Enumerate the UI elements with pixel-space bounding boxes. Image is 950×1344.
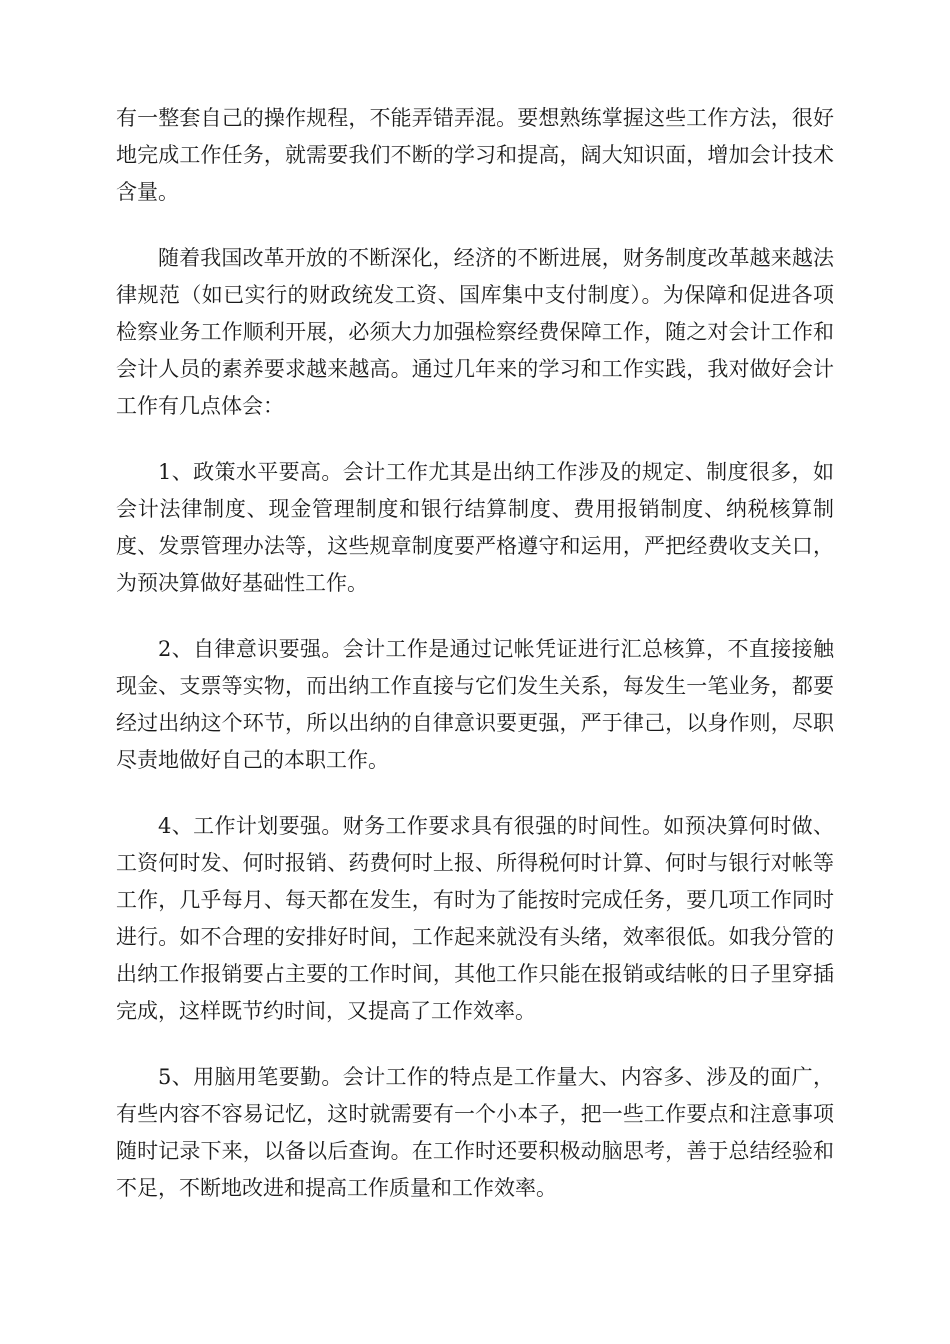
paragraph-point-self-discipline: 2、自律意识要强。会计工作是通过记帐凭证进行汇总核算，不直接接触现金、支票等实物，而出纳工作直接与它们发生关系，每发生一笔业务，都要经过出纳这个环节，所以出纳的自律意识要更强，严于律己，以身作则，尽职尽责地做好自己的本职工作。 <box>116 637 834 772</box>
paragraph-point-diligence: 5、用脑用笔要勤。会计工作的特点是工作量大、内容多、涉及的面广，有些内容不容易记忆，这时就需要有一个小本子，把一些工作要点和注意事项随时记录下来，以备以后查询。在工作时还要积极动脑思考，善于总结经验和不足，不断地改进和提高工作质量和工作效率。 <box>116 1065 834 1200</box>
paragraph-point-planning: 4、工作计划要强。财务工作要求具有很强的时间性。如预决算何时做、工资何时发、何时报销、药费何时上报、所得税何时计算、何时与银行对帐等工作，几乎每月、每天都在发生，有时为了能按时完成任务，要几项工作同时进行。如不合理的安排好时间，工作起来就没有头绪，效率很低。如我分管的出纳工作报销要占主要的工作时间，其他工作只能在报销或结帐的日子里穿插完成，这样既节约时间，又提高了工作效率。 <box>116 814 834 1023</box>
document-body <box>116 100 834 1236</box>
paragraph-point-policy: 1、政策水平要高。会计工作尤其是出纳工作涉及的规定、制度很多，如会计法律制度、现金管理制度和银行结算制度、费用报销制度、纳税核算制度、发票管理办法等，这些规章制度要严格遵守和运用，严把经费收支关口，为预决算做好基础性工作。 <box>116 460 834 595</box>
paragraph-continuation: 有一整套自己的操作规程，不能弄错弄混。要想熟练掌握这些工作方法，很好地完成工作任务，就需要我们不断的学习和提高，阔大知识面，增加会计技术含量。 <box>116 106 834 204</box>
paragraph-reform-intro: 随着我国改革开放的不断深化，经济的不断进展，财务制度改革越来越法律规范（如已实行的财政统发工资、国库集中支付制度）。为保障和促进各项检察业务工作顺利开展，必须大力加强检察经费保障工作，随之对会计工作和会计人员的素养要求越来越高。通过几年来的学习和工作实践，我对做好会计工作有几点体会： <box>116 246 834 418</box>
